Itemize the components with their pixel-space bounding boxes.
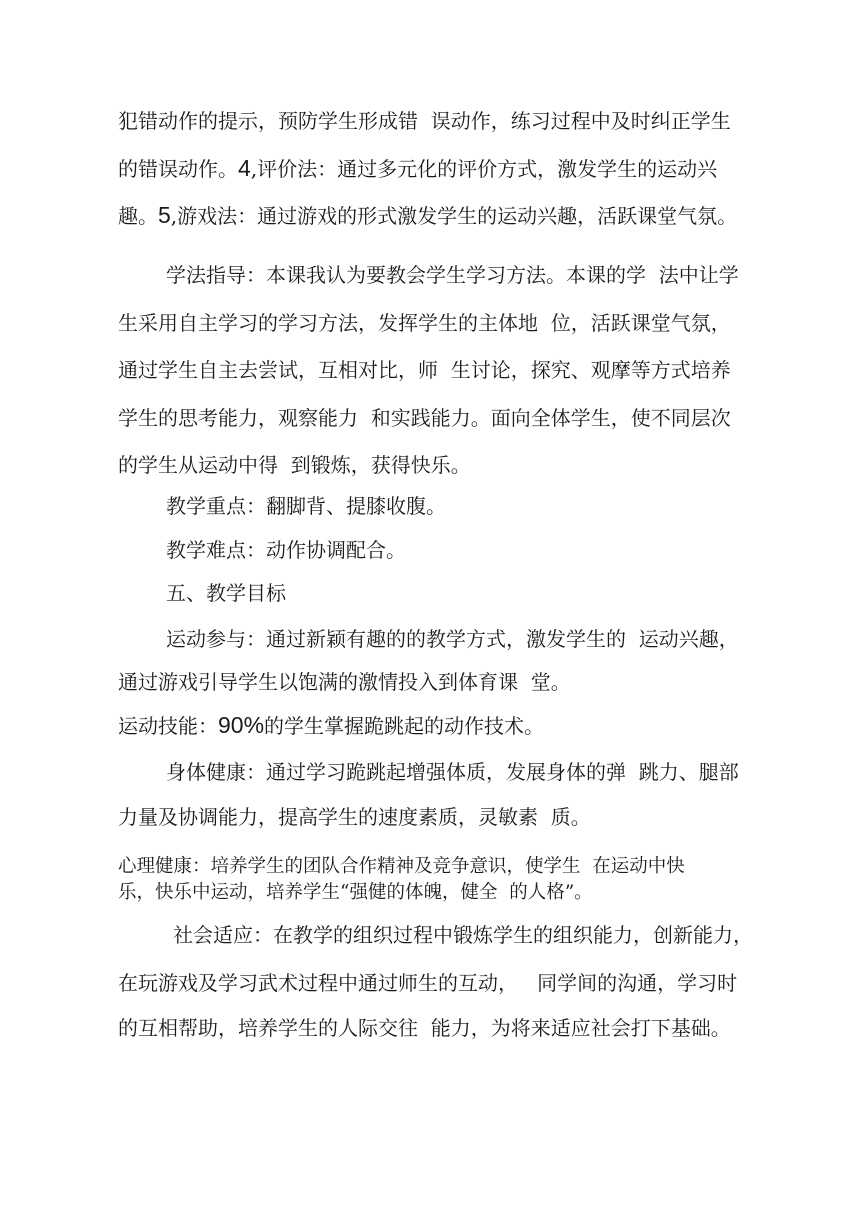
paragraph-teaching-methods-line-3 xyxy=(0,202,860,229)
paragraph-learning-guidance-line-1: 学法指导：本课我认为要教会学生学习方法。本课的学 法中让学 xyxy=(166,263,739,287)
paragraph-sports-participation-line-1: 运动参与：通过新颖有趣的的教学方式，激发学生的 运动兴趣， xyxy=(166,627,739,651)
section-heading-teaching-goals: 五、教学目标 xyxy=(166,581,286,605)
paragraph-mental-health-line-1: 心理健康：培养学生的团队合作精神及竞争意识，使学生 在运动中快 xyxy=(118,856,685,877)
text-run: 的错误动作。 xyxy=(118,157,238,181)
paragraph-physical-health-line-1: 身体健康：通过学习跪跳起增强体质，发展身体的弹 跳力、腿部 xyxy=(166,760,739,784)
paragraph-difficult-points: 教学难点：动作协调配合。 xyxy=(166,538,406,562)
paragraph-learning-guidance-line-3: 通过学生自主去尝试，互相对比，师 生讨论，探究、观摩等方式培养 xyxy=(118,358,731,382)
list-number: 5 xyxy=(158,202,171,228)
paragraph-learning-guidance-line-4: 学生的思考能力，观察能力 和实践能力。面向全体学生，使不同层次 xyxy=(118,406,731,430)
paragraph-social-adaptation-line-1: 社会适应：在教学的组织过程中锻炼学生的组织能力，创新能力， xyxy=(173,923,753,947)
paragraph-social-adaptation-line-3: 的互相帮助，培养学生的人际交往 能力，为将来适应社会打下基础。 xyxy=(118,1016,731,1040)
paragraph-mental-health-line-2: 乐，快乐中运动，培养学生“强健的体魄，健全 的人格”。 xyxy=(118,882,593,903)
percentage-value: 90% xyxy=(218,712,265,738)
paragraph-motor-skills xyxy=(0,712,860,739)
text-run: 运动技能： xyxy=(118,714,218,738)
text-run: 趣。 xyxy=(118,204,158,228)
paragraph-sports-participation-line-2: 通过游戏引导学生以饱满的激情投入到体育课 堂。 xyxy=(118,670,571,694)
text-run: 的学生掌握跪跳起的动作技术。 xyxy=(264,714,545,738)
text-run: ,评价法：通过多元化的评价方式，激发学生的运动兴 xyxy=(250,157,718,181)
paragraph-physical-health-line-2: 力量及协调能力，提高学生的速度素质，灵敏素 质。 xyxy=(118,805,591,829)
paragraph-teaching-methods-line-2 xyxy=(0,155,860,182)
list-number: 4 xyxy=(238,155,251,181)
text-run: ,游戏法：通过游戏的形式激发学生的运动兴趣，活跃课堂气氛。 xyxy=(170,204,738,228)
paragraph-learning-guidance-line-5: 的学生从运动中得 到锻炼，获得快乐。 xyxy=(118,453,471,477)
paragraph-social-adaptation-line-2: 在玩游戏及学习武术过程中通过师生的互动， 同学间的沟通，学习时 xyxy=(118,971,738,995)
paragraph-learning-guidance-line-2: 生采用自主学习的学习方法，发挥学生的主体地 位，活跃课堂气氛， xyxy=(118,311,731,335)
paragraph-teaching-methods-line-1: 犯错动作的提示，预防学生形成错 误动作，练习过程中及时纠正学生 xyxy=(118,109,731,133)
paragraph-key-points: 教学重点：翻脚背、提膝收腹。 xyxy=(166,494,446,518)
